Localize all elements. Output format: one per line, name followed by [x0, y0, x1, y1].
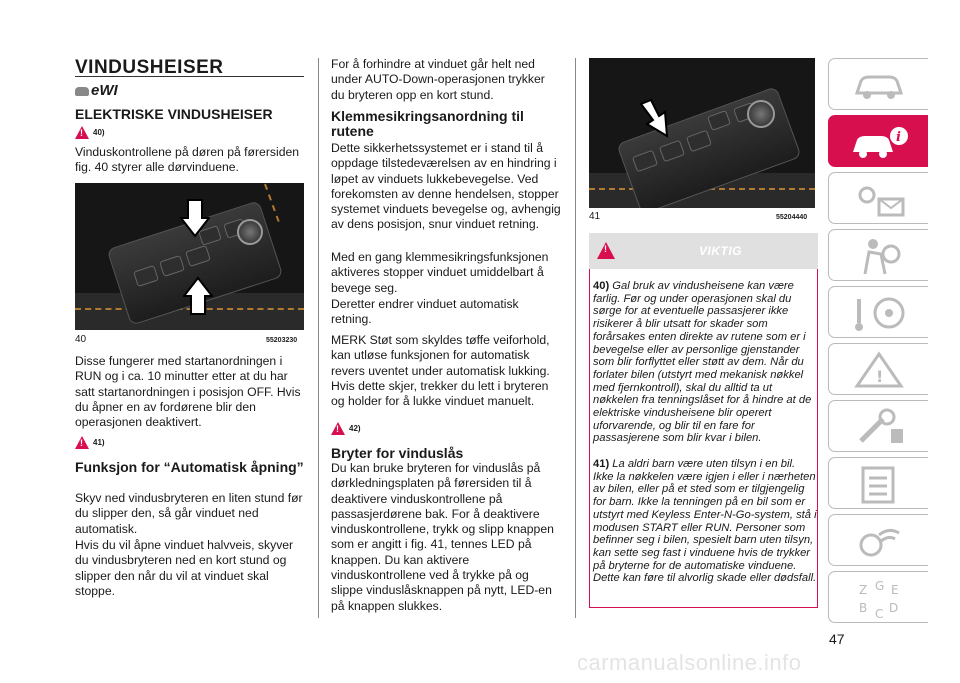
tab-warning-lights[interactable] — [828, 172, 928, 224]
tab-index[interactable] — [828, 571, 928, 623]
maintenance-wrench-icon — [849, 407, 909, 447]
watermark: carmanualsonline.info — [577, 650, 802, 675]
page-number: 47 — [829, 631, 845, 647]
paragraph-auto-down: Skyv ned vindusbryteren en liten stund før du slipper den, så går vinduet ned automatisk. — [75, 491, 303, 536]
paragraph-half-open: Hvis du vil åpne vinduet halvveis, skyver du vindusbryteren ned en kort stund og slipper den når du vil at vinduet skal stoppe. — [75, 538, 294, 598]
emergency-triangle-icon — [849, 350, 909, 390]
heading-pinch-protection: Klemmesikringsanordning til rutene — [331, 108, 524, 139]
tab-technical-data[interactable] — [828, 457, 928, 509]
paragraph-note: MERK Støt som skyldes tøffe veiforhold, kan utløse funksjonen for automatisk revers uventet under automatisk lukking. Hvis dette skjer, trekker du lett i bryteren og holder for å lukke vinduet manuelt. — [331, 333, 550, 409]
warning-triangle-icon — [75, 436, 89, 449]
section-title: VINDUSHEISER — [75, 57, 224, 78]
warning-lights-icon — [849, 179, 909, 219]
figure-40-code: 55203230 — [266, 337, 298, 344]
heading-electric-windows: ELEKTRISKE VINDUSHEISER — [75, 106, 273, 122]
technical-data-icon — [849, 464, 909, 504]
paragraph-safety-system: Dette sikkerhetssystemet er i stand til å oppdage tilstedeværelsen av en hindring i løpet av vinduets lukkebevegelse. Ved forekomsten av denne hendelsen, stopper systemet vinduets bevegelse og, avhengig av dens posisjon, snur vinduet retning. — [331, 141, 561, 232]
paragraph-auto-stop: For å forhindre at vinduet går helt ned under AUTO-Down-operasjonen trykker du bryteren opp en kort stund. — [331, 57, 545, 102]
heading-auto-open: Funksjon for “Automatisk åpning” — [75, 459, 304, 475]
warning-ref-41[interactable]: ! 41) — [75, 436, 105, 449]
column-divider — [575, 58, 576, 618]
warning-triangle-icon — [597, 242, 615, 259]
tab-maintenance[interactable] — [828, 400, 928, 452]
ewi-badge: eWI — [75, 82, 118, 99]
figure-41-image — [589, 58, 815, 208]
figure-41-code: 55204440 — [776, 214, 808, 221]
tab-emergency[interactable] — [828, 343, 928, 395]
svg-text:E: E — [891, 583, 899, 597]
index-letters-icon — [849, 578, 909, 622]
multimedia-icon — [849, 521, 909, 561]
car-icon — [75, 87, 89, 96]
warning-ref-40[interactable]: ! 40) — [75, 126, 105, 139]
tab-steering-wheel[interactable] — [828, 286, 928, 338]
tab-car-info[interactable] — [828, 115, 928, 167]
paragraph-window-lock: Du kan bruke bryteren for vinduslås på dørkledningsplaten på førersiden til å deaktivere vinduskontrollene på passasjerdørene bak. For å deaktivere vinduskontrollene, trykk og slipp knappen som er angitt i fig. 41, tennes LED på knappen. Du kan aktivere vinduskontrollene ved å trykke på og slippe vinduslåsknappen på nytt, LED-en på knappen slukkes. — [331, 461, 554, 613]
svg-text:D: D — [889, 601, 899, 615]
title-divider — [75, 76, 304, 77]
svg-text:C: C — [875, 607, 884, 621]
airbag-safety-icon — [849, 236, 909, 276]
paragraph-reverse: Deretter endrer vinduet automatisk retning. — [331, 297, 519, 327]
tab-airbag-safety[interactable] — [828, 229, 928, 281]
paragraph-run-mode: Disse fungerer med startanordningen i RUN og i ca. 10 minutter etter at du har satt startanordningen i posisjon OFF. Hvis du åpner en av fordørene blir den operasjonen deaktivert. — [75, 354, 301, 430]
svg-text:!: ! — [876, 367, 884, 386]
svg-text:Z: Z — [859, 583, 868, 597]
paragraph-pinch-stop: Med en gang klemmesikringsfunksjonen aktiveres stopper vinduet umiddelbart å bevege seg. — [331, 250, 549, 295]
warning-note-41: 41) La aldri barn være uten tilsyn i en bil. Ikke la nøkkelen være igjen i eller i nærheten av bilen, eller på et sted som er tilgjengelig for barn. Ikke la tenningen på en bil som er utstyrt med Keyless Enter-N-Go-system, stå i modusen START eller RUN. Personer som befinner seg i bilen, spesielt barn uten tilsyn, kan sette seg fast i vinduene hvis de trykker på bryterne for de automatiske vinduene. Dette kan føre til alvorlig skade eller dødsfall. — [593, 458, 817, 585]
arrow-up-icon — [183, 276, 213, 316]
steering-wheel-icon — [849, 293, 909, 333]
heading-window-lock: Bryter for vinduslås — [331, 445, 464, 461]
arrow-down-icon — [180, 198, 210, 238]
car-dashboard-icon — [849, 65, 909, 105]
important-header: ! VIKTIG — [589, 233, 818, 269]
car-info-icon — [849, 122, 909, 162]
column-divider — [318, 58, 319, 618]
tab-car-dashboard[interactable] — [828, 58, 928, 110]
figure-40-image — [75, 183, 304, 330]
figure-41-number: 41 — [589, 211, 601, 222]
warning-triangle-icon — [75, 126, 89, 139]
warning-note-40: 40) Gal bruk av vindusheisene kan være farlig. Før og under operasjonen skal du sørge for at eventuelle passasjerer ikke risikerer å blir utsatt for skader som forårsakes enten direkte av rutene som er i bevegelse eller av personlige gjenstander som blir forflyttet eller støtt av dem. Når du forlater bilen (utstyrt med mekanisk nøkkel med fjernkontroll), skal du alltid ta ut nøkkelen fra tenningslåset for å hindre at de elektriske vindusheisene blir operert uforvarende, og blir til en fare for passasjerene som blir kvar i bilen. — [593, 280, 812, 445]
figure-40-number: 40 — [75, 334, 87, 345]
tab-multimedia[interactable] — [828, 514, 928, 566]
arrow-diagonal-icon — [639, 98, 675, 138]
paragraph-controls: Vinduskontrollene på døren på førersiden fig. 40 styrer alle dørvinduene. — [75, 145, 300, 175]
warning-triangle-icon — [331, 422, 345, 435]
svg-text:G: G — [875, 579, 885, 593]
svg-text:i: i — [896, 130, 901, 145]
svg-text:B: B — [859, 601, 868, 615]
warning-ref-42[interactable]: ! 42) — [331, 422, 361, 435]
